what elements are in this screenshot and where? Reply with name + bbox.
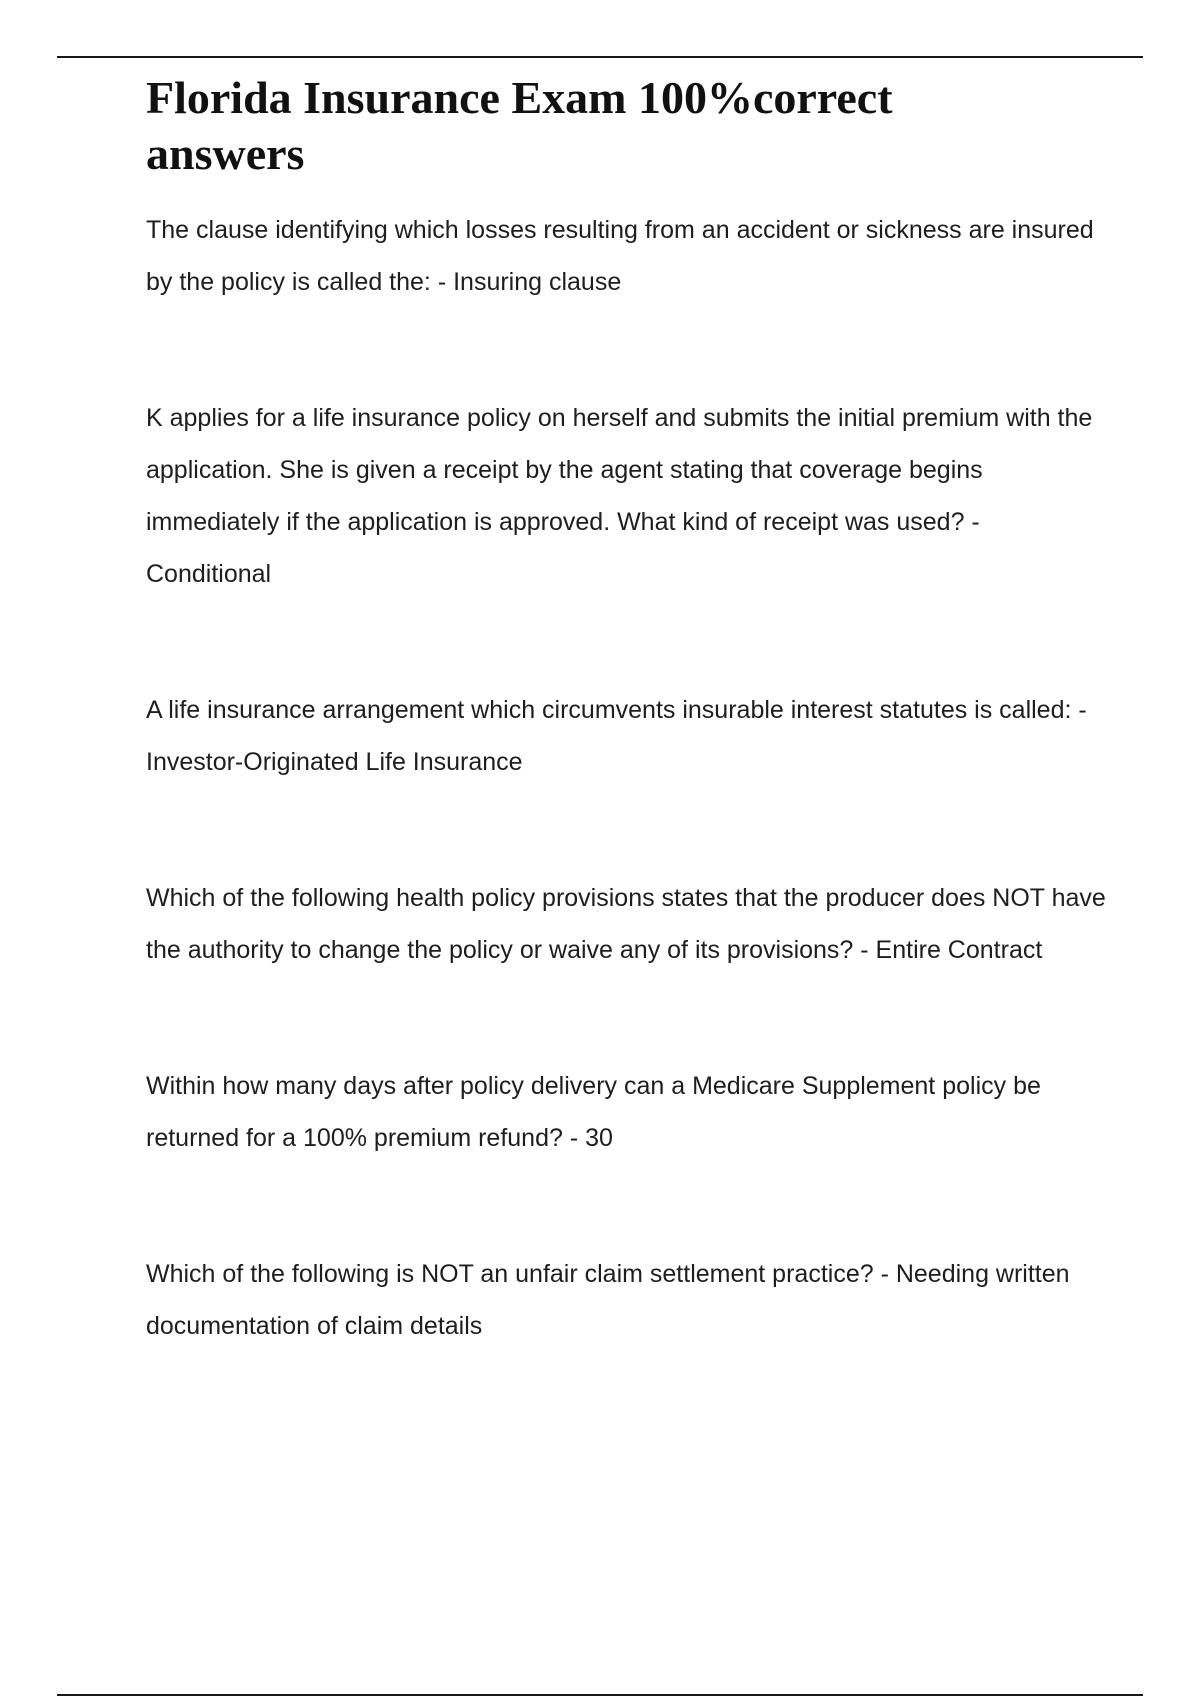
qa-item-medicare-refund: Within how many days after policy delivery can a Medicare Supplement policy be returned for a 100% premium refund? - 30 xyxy=(146,1072,1041,1152)
top-rule xyxy=(57,56,1143,58)
qa-item-insuring-clause: The clause identifying which losses resulting from an accident or sickness are insured by the policy is called the: - Insuring clause xyxy=(146,216,1094,296)
qa-item-claim-practice: Which of the following is NOT an unfair claim settlement practice? - Needing written documentation of claim details xyxy=(146,1260,1070,1340)
qa-list xyxy=(146,204,1106,1352)
qa-item-entire-contract: Which of the following health policy provisions states that the producer does NOT have the authority to change the policy or waive any of its provisions? - Entire Contract xyxy=(146,884,1106,964)
qa-item-conditional-receipt: K applies for a life insurance policy on herself and submits the initial premium with the application. She is given a receipt by the agent stating that coverage begins immediately if the application is approved. What kind of receipt was used? - Conditional xyxy=(146,404,1093,588)
document-page xyxy=(146,70,1106,1436)
bottom-rule xyxy=(57,1694,1143,1696)
document-title: Florida Insurance Exam 100%correct answers xyxy=(146,72,893,179)
qa-item-stoli: A life insurance arrangement which circumvents insurable interest statutes is called: - Investor-Originated Life Insurance xyxy=(146,696,1087,776)
